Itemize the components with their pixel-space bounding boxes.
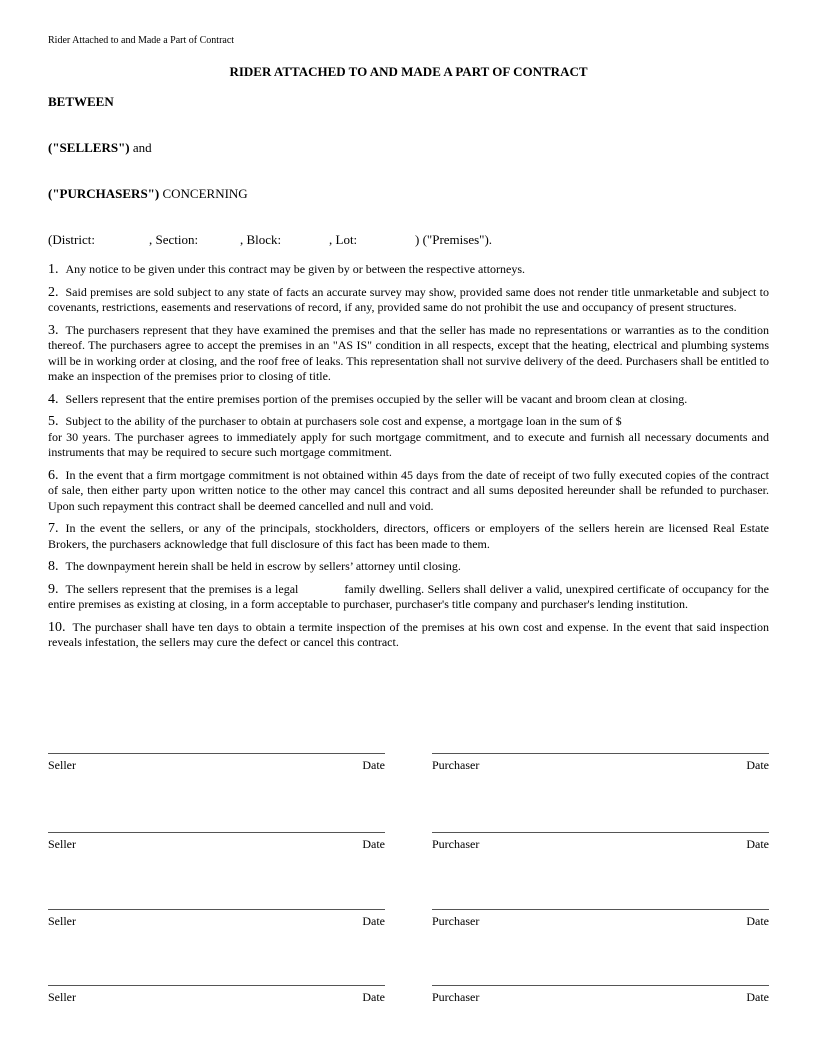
clause-2 [48,285,769,316]
sellers-line [48,140,152,155]
clause-text: The purchaser shall have ten days to obtain a termite inspection of the premises at his own cost and expense. In the event that said inspection reveals infestation, the sellers may cure the defect or cancel this contract. [48,619,769,649]
between-line [48,94,114,109]
section-label: , Section: [149,232,199,247]
seller-signature-line[interactable] [48,985,385,1006]
purchaser-signature-line[interactable] [432,753,769,774]
seller-label: Seller [48,837,76,851]
clause-text: The downpayment herein shall be held in escrow by sellers’ attorney until closing. [65,559,461,573]
clause-number: 3. [48,322,59,338]
clause-5 [48,414,769,461]
clause-number: 6. [48,467,59,483]
purchaser-label: Purchaser [432,990,480,1004]
purchaser-signature-line[interactable] [432,909,769,930]
signature-row-4 [48,985,769,1005]
seller-signature-line[interactable] [48,753,385,774]
seller-label: Seller [48,914,76,928]
clause-number: 2. [48,284,59,300]
seller-signature-line[interactable] [48,909,385,930]
clause-number: 7. [48,521,59,536]
purchaser-label: Purchaser [432,837,480,851]
clause-number: 10. [48,619,66,635]
seller-signature-line[interactable] [48,832,385,853]
purchaser-label: Purchaser [432,914,480,928]
sellers-suffix: and [129,140,152,155]
signature-row-2 [48,832,769,852]
date-label: Date [746,914,769,928]
purchasers-suffix: CONCERNING [159,186,248,201]
purchaser-signature-line[interactable] [432,832,769,853]
running-header: Rider Attached to and Made a Part of Contract [48,35,235,46]
between-label: BETWEEN [48,94,114,109]
clause-3 [48,323,769,385]
clause-7 [48,521,769,552]
document-title: RIDER ATTACHED TO AND MADE A PART OF CONTRACT [229,64,588,79]
district-label: (District: [48,232,95,247]
clause-text: Sellers represent that the entire premises portion of the premises occupied by the seller will be vacant and broom clean at closing. [65,391,688,406]
clause-1 [48,262,769,278]
signature-row-1 [48,753,769,773]
date-label: Date [362,837,385,851]
block-label: , Block: [240,232,282,247]
clause-number: 4. [48,391,59,407]
purchasers-line [48,186,248,201]
lot-label: , Lot: [329,232,358,247]
clause-9 [48,582,769,613]
clause-6 [48,468,769,515]
premises-line [48,232,769,247]
clause-number: 5. [48,414,59,429]
clause-4 [48,392,769,408]
purchaser-label: Purchaser [432,758,480,772]
clause-number: 1. [48,262,59,277]
clause-text: The purchasers represent that they have examined the premises and that the seller has made no representations or warranties as to the condition thereof. The purchasers agree to accept the premises in an "AS IS" condition in all respects, except that the heating, electrical and plumbing systems will be in working order at closing, and the roof free of leaks. This representation shall not survive delivery of the deed. Purchasers shall be entitled to make an inspection of the premises prior to closing of title. [48,322,769,383]
sellers-label: ("SELLERS") [48,140,130,155]
clause-list [48,262,769,658]
date-label: Date [746,758,769,772]
signature-row-3 [48,909,769,929]
date-label: Date [362,990,385,1004]
contract-rider-page [48,0,769,1056]
clause-number: 9. [48,581,59,597]
clause-text: The sellers represent that the premises is a legal [65,581,299,596]
clause-10 [48,620,769,651]
date-label: Date [746,990,769,1004]
date-label: Date [362,914,385,928]
clause-text: Any notice to be given under this contract may be given by or between the respective attorneys. [65,262,526,276]
date-label: Date [746,837,769,851]
clause-number: 8. [48,559,59,574]
clause-text: In the event that a firm mortgage commitment is not obtained within 45 days from the date of receipt of two fully executed copies of the contract of sale, then either party upon written notice to the other may cancel this contract and all sums deposited hereunder shall be refunded to purchaser. Upon such repayment this contract shall be deemed cancelled and null and void. [48,467,769,513]
clause-text: Said premises are sold subject to any state of facts an accurate survey may show, provided same does not render title unmarketable and subject to covenants, restrictions, easements and reservations of record, if any, provided same do not prohibit the use and occupancy of present structures. [48,284,769,314]
clause-text-continued: for 30 years. The purchaser agrees to immediately apply for such mortgage commitment, and to execute and furnish all necessary documents and instruments that may be required to secure such mortgage commitment. [48,429,769,459]
clause-text: Subject to the ability of the purchaser to obtain at purchasers sole cost and expense, a mortgage loan in the sum of $ [65,414,622,428]
date-label: Date [362,758,385,772]
clause-text-continued: family dwelling. Sellers shall deliver a valid, unexpired certificate of occupancy for the entire premises as existing at closing, in a form acceptable to purchaser, purchaser's title company and purchaser's lending institution. [48,581,769,611]
purchasers-label: ("PURCHASERS") [48,186,160,201]
clause-text: In the event the sellers, or any of the principals, stockholders, directors, officers or employers of the sellers herein are licensed Real Estate Brokers, the purchasers acknowledge that full disclosure of this fact has been made to them. [48,521,769,551]
clause-8 [48,559,769,575]
seller-label: Seller [48,758,76,772]
purchaser-signature-line[interactable] [432,985,769,1006]
seller-label: Seller [48,990,76,1004]
premises-closing: ) ("Premises"). [415,232,493,247]
